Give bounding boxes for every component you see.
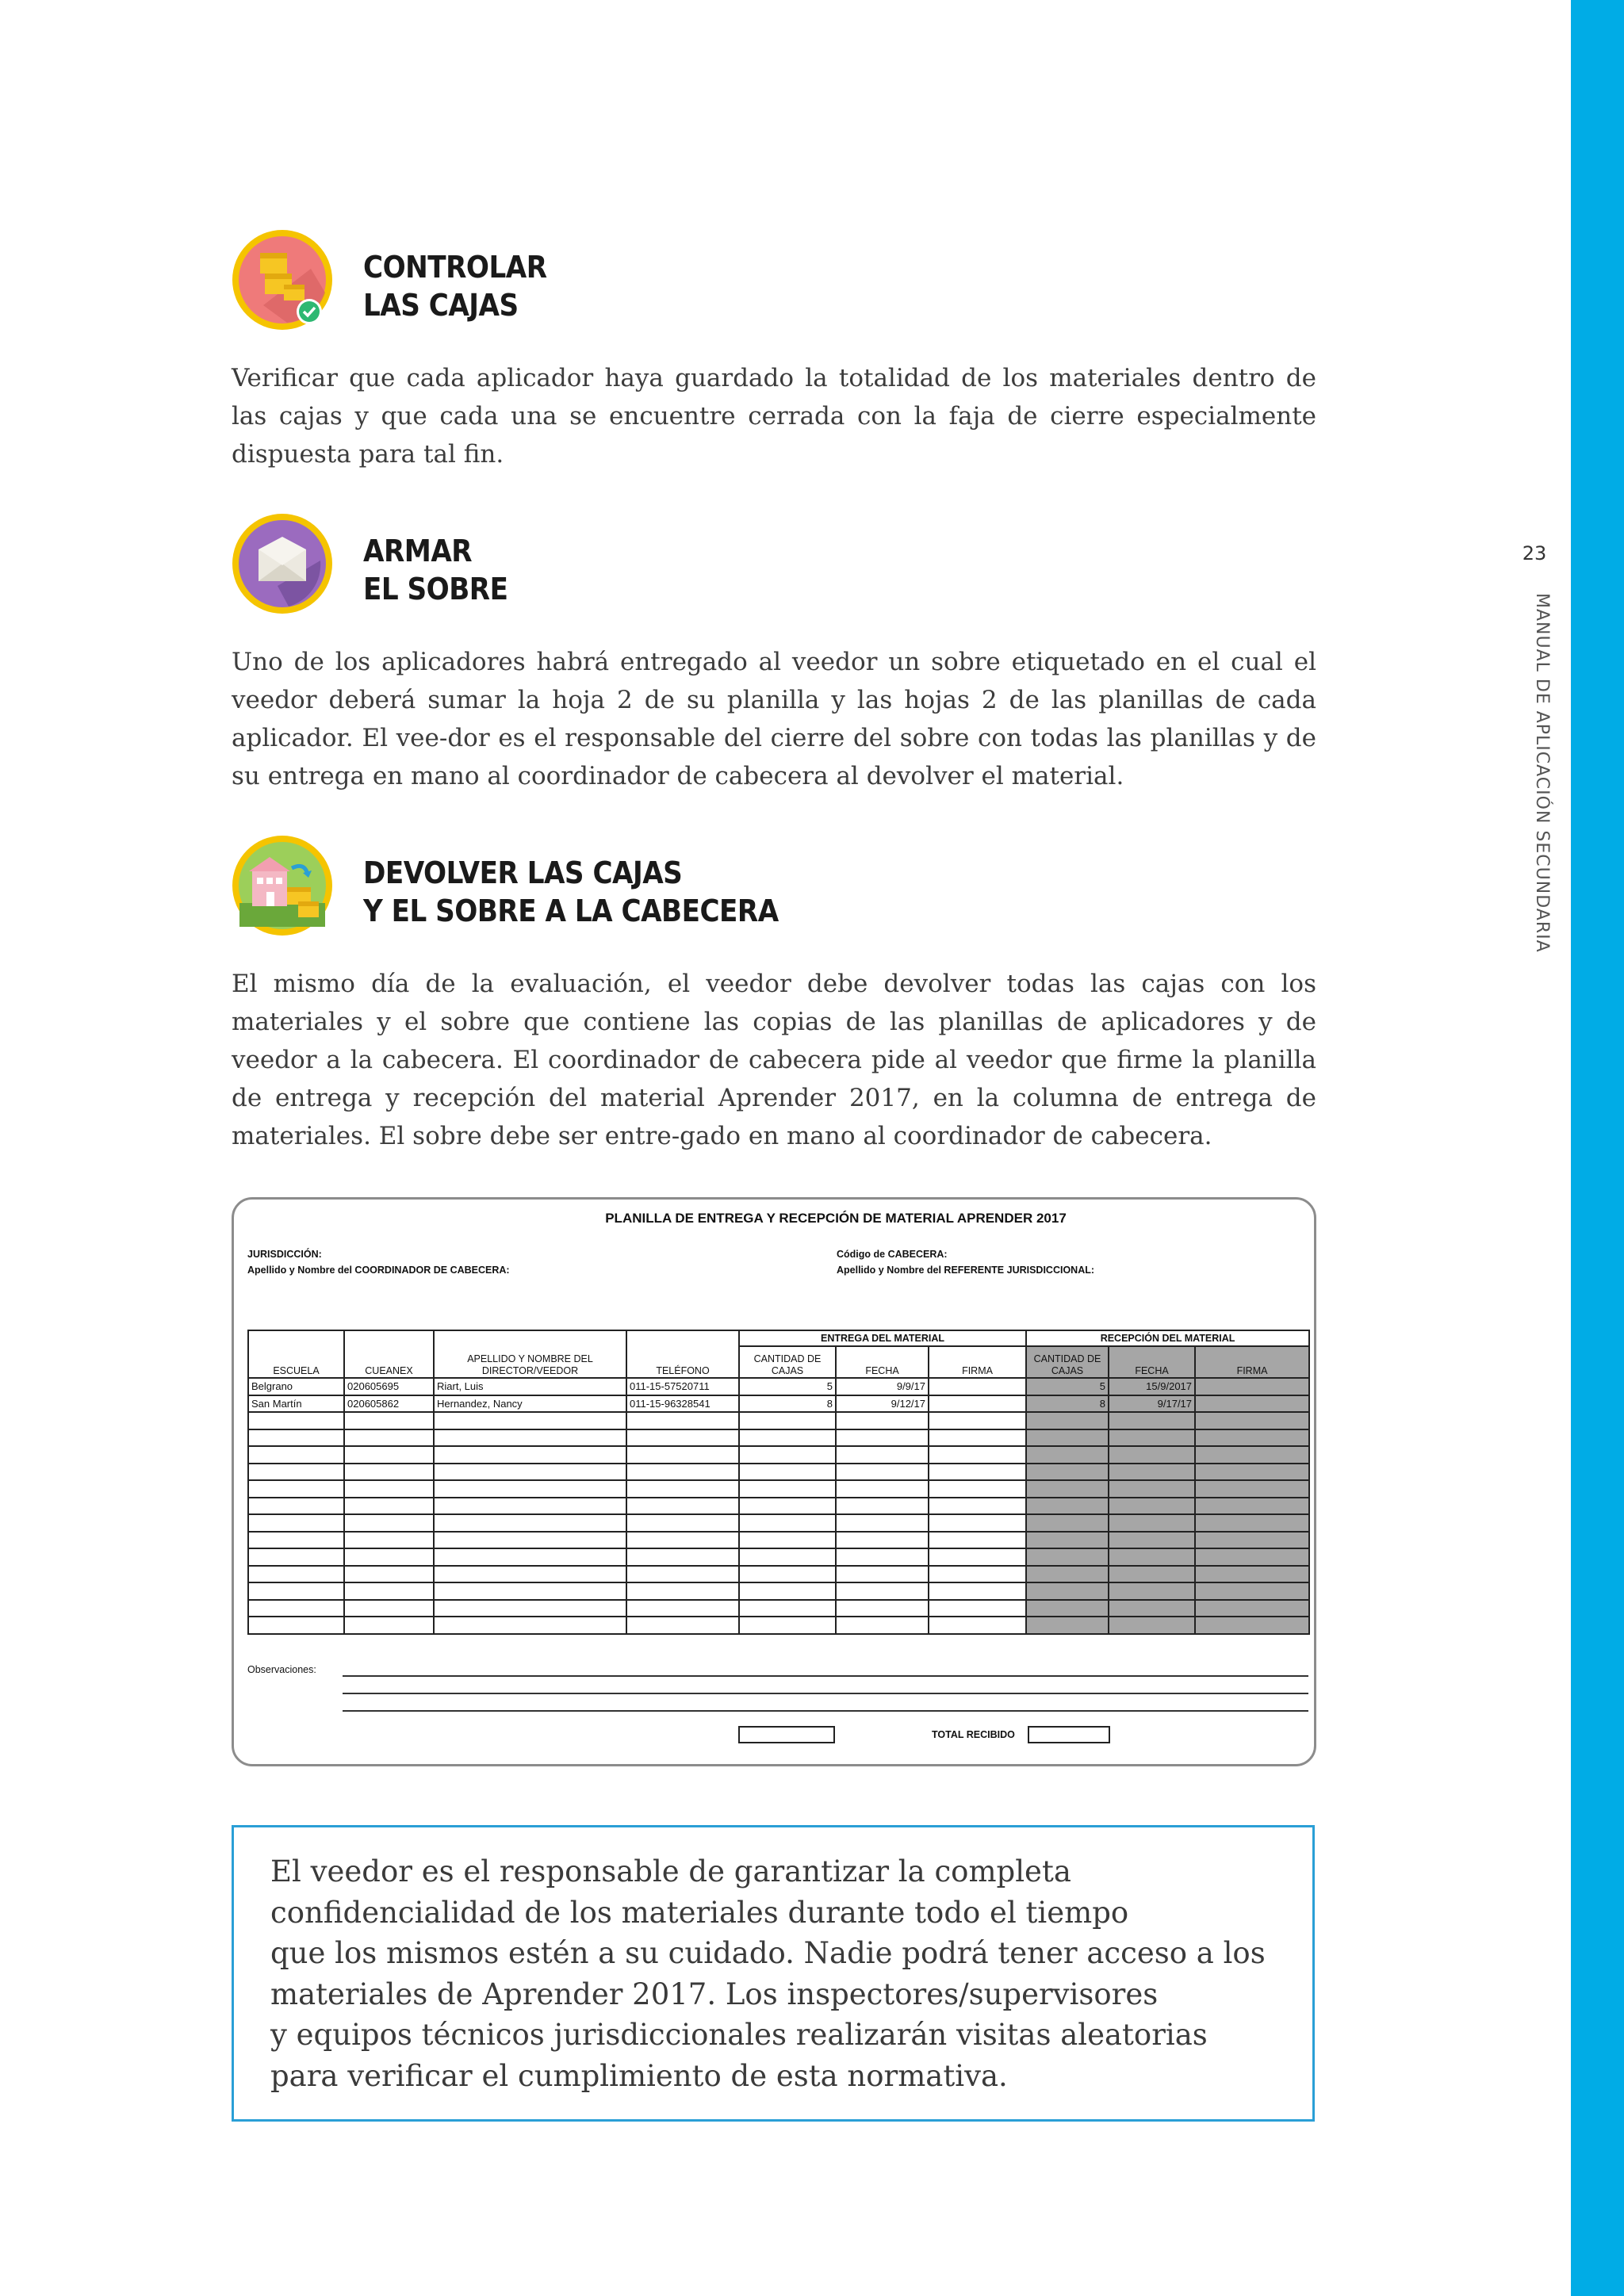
cell-entrega-firma[interactable] [929,1412,1026,1429]
cell-entrega-cajas[interactable] [739,1582,836,1600]
cell-entrega-cajas[interactable] [739,1464,836,1481]
cell-director[interactable] [434,1582,626,1600]
cell-recepcion-fecha[interactable] [1109,1429,1195,1447]
cell-telefono[interactable] [626,1582,739,1600]
observaciones-label: Observaciones: [247,1664,316,1675]
section-title-devolver: DEVOLVER LAS CAJAS Y EL SOBRE A LA CABECERA [363,855,779,928]
boxes-check-icon [232,229,333,331]
cell-telefono[interactable]: 011-15-96328541 [626,1395,739,1413]
cell-recepcion-firma[interactable] [1195,1429,1309,1447]
cell-entrega-fecha[interactable] [836,1566,929,1583]
cell-recepcion-cajas[interactable] [1026,1480,1109,1498]
cell-director[interactable] [434,1617,626,1634]
referente-label: Apellido y Nombre del REFERENTE JURISDICCIONAL: [837,1265,1095,1276]
observaciones-line[interactable] [343,1675,1308,1677]
cell-escuela[interactable] [248,1446,344,1464]
note-text [270,1851,1285,2096]
col-entrega-cajas: CANTIDAD DE CAJAS [739,1346,836,1378]
cell-entrega-cajas[interactable] [739,1532,836,1549]
col-entrega-fecha: FECHA [836,1346,929,1378]
cell-recepcion-firma[interactable] [1195,1498,1309,1515]
total-recibido-label: TOTAL RECIBIDO [932,1729,1015,1740]
section-paragraph-controlar: Verificar que cada aplicador haya guardado la totalidad de los materiales dentro de las cajas y que cada una se encuentre cerrada con la faja de cierre especialmente dispuesta para tal fin. [232,364,1316,469]
cell-director[interactable] [434,1446,626,1464]
cell-entrega-fecha[interactable] [836,1548,929,1566]
cell-director[interactable] [434,1464,626,1481]
cell-recepcion-firma[interactable] [1195,1514,1309,1532]
note-line: para verificar el cumplimiento de esta normativa. [270,2058,1008,2093]
note-line: materiales de Aprender 2017. Los inspectores/supervisores [270,1976,1159,2011]
table-row [248,1498,1309,1515]
running-title: MANUAL DE APLICACIÓN SECUNDARIA [1532,593,1552,953]
cell-cueanex[interactable] [344,1566,434,1583]
cell-cueanex[interactable] [344,1498,434,1515]
cell-entrega-fecha[interactable]: 9/9/17 [836,1378,929,1395]
cell-recepcion-fecha[interactable] [1109,1514,1195,1532]
cell-escuela[interactable] [248,1600,344,1617]
cell-escuela[interactable] [248,1412,344,1429]
cell-recepcion-fecha[interactable] [1109,1548,1195,1566]
cell-telefono[interactable] [626,1532,739,1549]
cell-entrega-fecha[interactable] [836,1617,929,1634]
cell-director[interactable] [434,1566,626,1583]
table-row [248,1600,1309,1617]
cell-cueanex[interactable] [344,1532,434,1549]
note-line: confidencialidad de los materiales durante todo el tiempo [270,1895,1129,1930]
confidentiality-note [232,1825,1315,2122]
cell-entrega-firma[interactable] [929,1464,1026,1481]
table-row [248,1582,1309,1600]
cell-telefono[interactable] [626,1566,739,1583]
cell-entrega-cajas[interactable] [739,1480,836,1498]
cell-recepcion-firma[interactable] [1195,1566,1309,1583]
jurisdiccion-label: JURISDICCIÓN: [247,1249,322,1260]
table-row [248,1566,1309,1583]
col-telefono: TELÉFONO [626,1330,739,1378]
note-line: El veedor es el responsable de garantizar la completa [270,1854,1071,1888]
cell-entrega-fecha[interactable] [836,1582,929,1600]
cell-telefono[interactable] [626,1480,739,1498]
cell-escuela[interactable] [248,1514,344,1532]
cell-entrega-cajas[interactable]: 8 [739,1395,836,1413]
cell-escuela[interactable] [248,1617,344,1634]
cell-telefono[interactable] [626,1498,739,1515]
cell-recepcion-firma[interactable] [1195,1600,1309,1617]
cell-entrega-firma[interactable] [929,1566,1026,1583]
table-row [248,1446,1309,1464]
cell-entrega-fecha[interactable] [836,1446,929,1464]
cell-entrega-cajas[interactable] [739,1600,836,1617]
cell-cueanex[interactable]: 020605862 [344,1395,434,1413]
cell-recepcion-cajas[interactable]: 8 [1026,1395,1109,1413]
cell-director[interactable] [434,1532,626,1549]
section-paragraph-devolver: El mismo día de la evaluación, el veedor debe devolver todas las cajas con los materiales y el sobre que contiene las copias de las planillas de aplicadores y de veedor a la cabecera. El coordinador de cabecera pide al veedor que firme la planilla de entrega y recepción del material Aprender 2017, en la columna de entrega de materiales. El sobre debe ser entre-gado en mano al coordinador de cabecera. [232,970,1316,1150]
table-row [248,1480,1309,1498]
cell-recepcion-cajas[interactable] [1026,1464,1109,1481]
cell-entrega-firma[interactable] [929,1446,1026,1464]
cell-cueanex[interactable] [344,1480,434,1498]
cell-recepcion-fecha[interactable] [1109,1446,1195,1464]
cell-entrega-fecha[interactable] [836,1514,929,1532]
cell-entrega-cajas[interactable] [739,1566,836,1583]
cell-escuela[interactable] [248,1498,344,1515]
cell-entrega-cajas[interactable] [739,1412,836,1429]
school-boxes-icon [232,835,333,936]
cell-entrega-cajas[interactable] [739,1429,836,1447]
cell-entrega-cajas[interactable] [739,1617,836,1634]
cell-recepcion-fecha[interactable] [1109,1498,1195,1515]
cell-recepcion-fecha[interactable] [1109,1617,1195,1634]
col-entrega-firma: FIRMA [929,1346,1026,1378]
cell-entrega-firma[interactable] [929,1582,1026,1600]
cell-entrega-cajas[interactable]: 5 [739,1378,836,1395]
cell-escuela[interactable] [248,1582,344,1600]
cell-recepcion-cajas[interactable] [1026,1446,1109,1464]
cell-escuela[interactable] [248,1566,344,1583]
cell-recepcion-firma[interactable] [1195,1464,1309,1481]
table-row [248,1464,1309,1481]
cell-director[interactable] [434,1480,626,1498]
cell-entrega-cajas[interactable] [739,1548,836,1566]
cell-entrega-fecha[interactable] [836,1412,929,1429]
cell-escuela[interactable] [248,1548,344,1566]
cell-director[interactable] [434,1429,626,1447]
cell-telefono[interactable] [626,1464,739,1481]
cell-escuela[interactable] [248,1480,344,1498]
table-row [248,1378,1309,1395]
cell-entrega-fecha[interactable] [836,1464,929,1481]
cell-recepcion-firma[interactable] [1195,1446,1309,1464]
cell-director[interactable] [434,1498,626,1515]
cell-cueanex[interactable] [344,1446,434,1464]
cell-entrega-firma[interactable] [929,1548,1026,1566]
cell-entrega-firma[interactable] [929,1395,1026,1413]
cell-recepcion-fecha[interactable] [1109,1582,1195,1600]
section-title-armar: ARMAR EL SOBRE [363,534,508,607]
cell-recepcion-firma[interactable] [1195,1395,1309,1413]
cell-recepcion-fecha[interactable]: 15/9/2017 [1109,1378,1195,1395]
observaciones-line[interactable] [343,1693,1308,1694]
total-recibido-box[interactable] [1028,1726,1110,1743]
page-number: 23 [1522,542,1547,564]
cell-escuela[interactable]: San Martín [248,1395,344,1413]
cell-cueanex[interactable] [344,1548,434,1566]
cell-director[interactable] [434,1412,626,1429]
cell-telefono[interactable] [626,1514,739,1532]
cell-recepcion-cajas[interactable] [1026,1548,1109,1566]
cell-entrega-fecha[interactable] [836,1498,929,1515]
section-paragraph-armar: Uno de los aplicadores habrá entregado al veedor un sobre etiquetado en el cual el veedor deberá sumar la hoja 2 de su planilla y las hojas 2 de las planillas de cada aplicador. El vee-dor es el responsable del cierre del sobre con todas las planillas y de su entrega en mano al coordinador de cabecera al devolver el material. [232,648,1316,790]
cell-entrega-cajas[interactable] [739,1514,836,1532]
cell-cueanex[interactable] [344,1514,434,1532]
cell-cueanex[interactable] [344,1600,434,1617]
cell-entrega-firma[interactable] [929,1514,1026,1532]
cell-director[interactable] [434,1514,626,1532]
cell-escuela[interactable] [248,1532,344,1549]
col-recepcion-cajas: CANTIDAD DE CAJAS [1026,1346,1109,1378]
cell-cueanex[interactable] [344,1617,434,1634]
envelope-icon [232,513,333,614]
table-row [248,1412,1309,1429]
cell-entrega-cajas[interactable] [739,1446,836,1464]
cell-recepcion-cajas[interactable] [1026,1532,1109,1549]
form-title: PLANILLA DE ENTREGA Y RECEPCIÓN DE MATERIAL APRENDER 2017 [605,1211,1067,1226]
group-recepcion: RECEPCIÓN DEL MATERIAL [1026,1330,1309,1346]
cell-cueanex[interactable] [344,1429,434,1447]
cell-director[interactable] [434,1548,626,1566]
table-row [248,1395,1309,1413]
cell-entrega-cajas[interactable] [739,1498,836,1515]
cell-recepcion-fecha[interactable] [1109,1412,1195,1429]
delivery-reception-form [232,1197,1316,1766]
cell-recepcion-firma[interactable] [1195,1582,1309,1600]
cell-recepcion-fecha[interactable]: 9/17/17 [1109,1395,1195,1413]
cell-entrega-fecha[interactable] [836,1480,929,1498]
observaciones-line[interactable] [343,1710,1308,1712]
cell-cueanex[interactable] [344,1412,434,1429]
cell-recepcion-cajas[interactable] [1026,1498,1109,1515]
cell-telefono[interactable] [626,1412,739,1429]
cell-recepcion-firma[interactable] [1195,1480,1309,1498]
cell-recepcion-cajas[interactable] [1026,1582,1109,1600]
cell-entrega-fecha[interactable] [836,1429,929,1447]
cell-recepcion-firma[interactable] [1195,1412,1309,1429]
cell-cueanex[interactable] [344,1464,434,1481]
side-color-bar [1571,0,1624,2296]
coordinador-label: Apellido y Nombre del COORDINADOR DE CABECERA: [247,1265,510,1276]
cell-entrega-fecha[interactable]: 9/12/17 [836,1395,929,1413]
col-director: APELLIDO Y NOMBRE DEL DIRECTOR/VEEDOR [434,1330,626,1378]
total-entregado-box[interactable] [738,1726,835,1743]
cell-director[interactable] [434,1600,626,1617]
cell-escuela[interactable]: Belgrano [248,1378,344,1395]
cell-entrega-firma[interactable] [929,1498,1026,1515]
cell-entrega-firma[interactable] [929,1617,1026,1634]
cell-director[interactable]: Hernandez, Nancy [434,1395,626,1413]
col-cueanex: CUEANEX [344,1330,434,1378]
cell-telefono[interactable] [626,1600,739,1617]
cell-cueanex[interactable]: 020605695 [344,1378,434,1395]
cell-telefono[interactable] [626,1617,739,1634]
cell-telefono[interactable] [626,1429,739,1447]
note-line: y equipos técnicos jurisdiccionales realizarán visitas aleatorias [270,2018,1208,2052]
table-row [248,1532,1309,1549]
cell-entrega-fecha[interactable] [836,1532,929,1549]
cell-recepcion-firma[interactable] [1195,1548,1309,1566]
cell-recepcion-firma[interactable] [1195,1378,1309,1395]
cell-recepcion-cajas[interactable] [1026,1514,1109,1532]
cell-entrega-firma[interactable] [929,1480,1026,1498]
cell-recepcion-fecha[interactable] [1109,1566,1195,1583]
col-recepcion-firma: FIRMA [1195,1346,1309,1378]
cell-recepcion-fecha[interactable] [1109,1480,1195,1498]
cell-recepcion-cajas[interactable] [1026,1600,1109,1617]
table-row [248,1514,1309,1532]
cell-entrega-firma[interactable] [929,1378,1026,1395]
cell-telefono[interactable] [626,1548,739,1566]
table-row [248,1548,1309,1566]
cell-recepcion-cajas[interactable] [1026,1566,1109,1583]
cell-entrega-firma[interactable] [929,1600,1026,1617]
col-recepcion-fecha: FECHA [1109,1346,1195,1378]
cell-recepcion-fecha[interactable] [1109,1532,1195,1549]
note-line: que los mismos estén a su cuidado. Nadie podrá tener acceso a los [270,1936,1266,1970]
material-table [247,1330,1310,1635]
section-title-controlar: CONTROLAR LAS CAJAS [363,250,547,323]
cell-escuela[interactable] [248,1464,344,1481]
cell-recepcion-cajas[interactable] [1026,1412,1109,1429]
cell-escuela[interactable] [248,1429,344,1447]
cell-recepcion-fecha[interactable] [1109,1600,1195,1617]
cell-entrega-firma[interactable] [929,1532,1026,1549]
table-row [248,1429,1309,1447]
group-entrega: ENTREGA DEL MATERIAL [739,1330,1026,1346]
cell-recepcion-firma[interactable] [1195,1617,1309,1634]
codigo-cabecera-label: Código de CABECERA: [837,1249,948,1260]
cell-telefono[interactable]: 011-15-57520711 [626,1378,739,1395]
cell-recepcion-cajas[interactable]: 5 [1026,1378,1109,1395]
cell-recepcion-cajas[interactable] [1026,1617,1109,1634]
cell-entrega-fecha[interactable] [836,1600,929,1617]
cell-recepcion-fecha[interactable] [1109,1464,1195,1481]
col-escuela: ESCUELA [248,1330,344,1378]
cell-director[interactable]: Riart, Luis [434,1378,626,1395]
cell-telefono[interactable] [626,1446,739,1464]
cell-recepcion-cajas[interactable] [1026,1429,1109,1447]
cell-recepcion-firma[interactable] [1195,1532,1309,1549]
table-row [248,1617,1309,1634]
cell-cueanex[interactable] [344,1582,434,1600]
cell-entrega-firma[interactable] [929,1429,1026,1447]
